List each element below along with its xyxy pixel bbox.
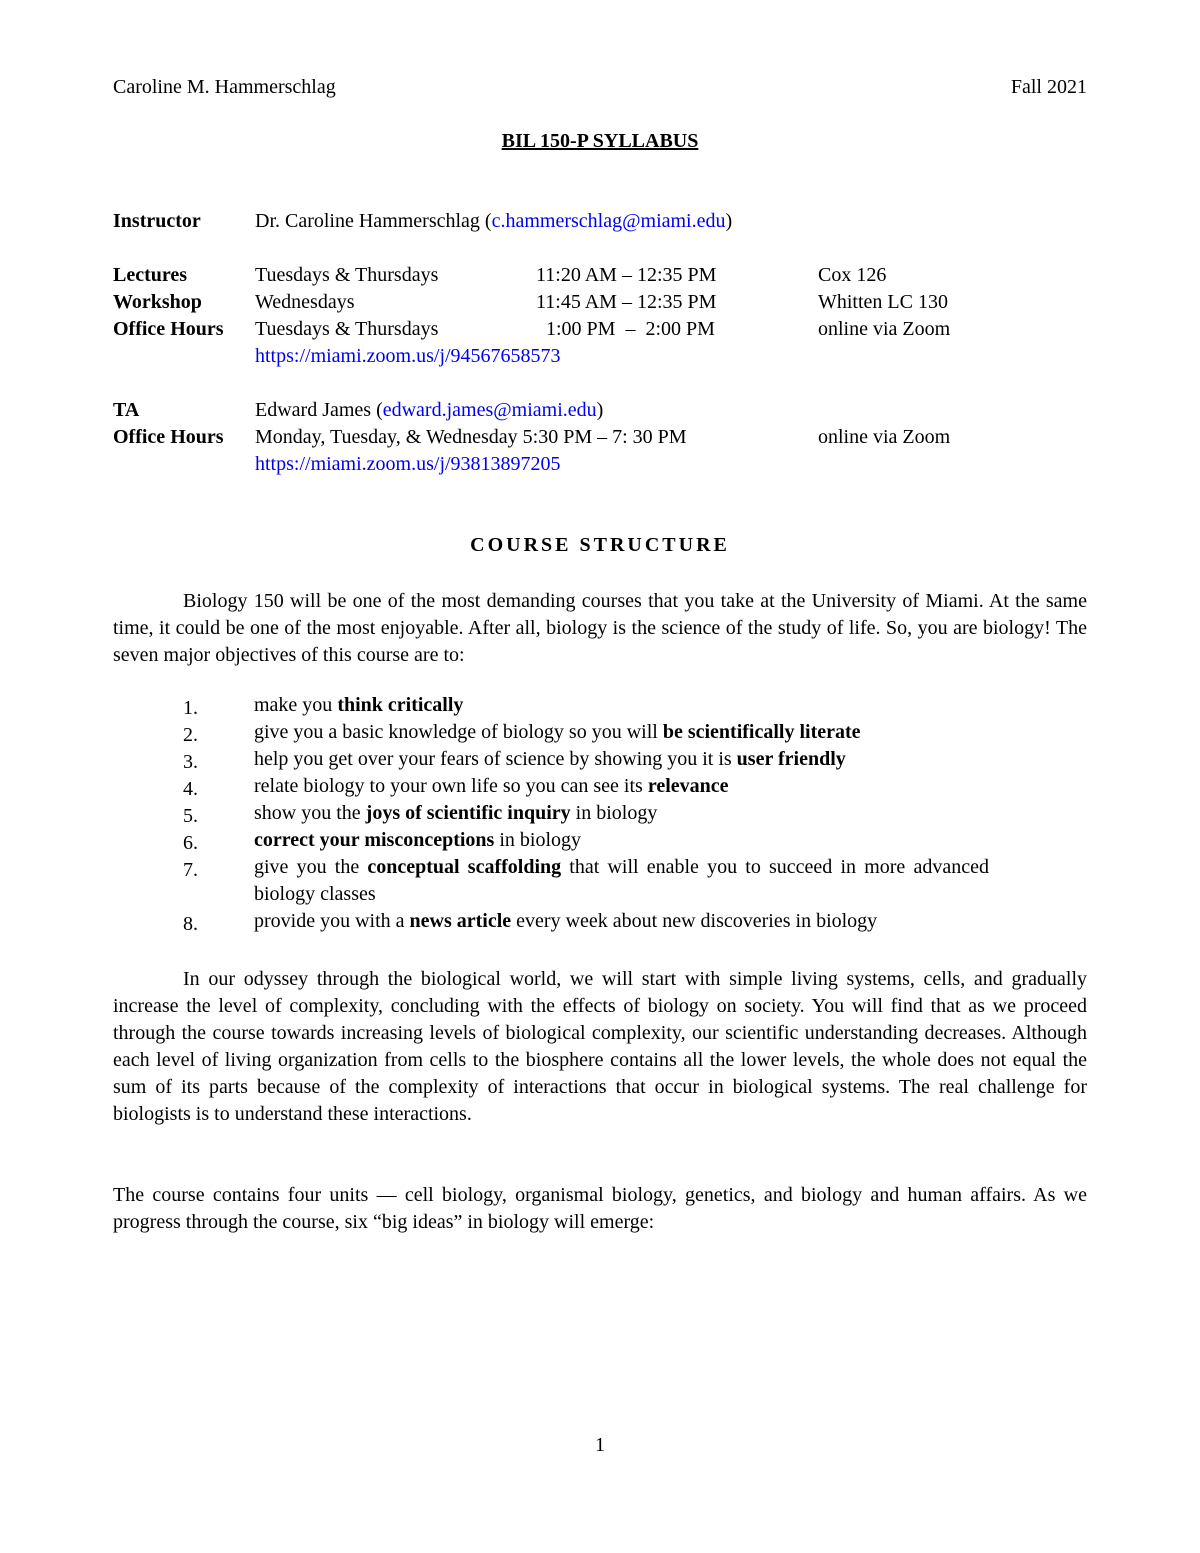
office-hours-label: Office Hours bbox=[113, 318, 224, 340]
objective-pre: make you bbox=[254, 694, 338, 716]
objective-number: 3. bbox=[183, 751, 198, 773]
course-intro-paragraph: Biology 150 will be one of the most demanding courses that you take at the University of Miami. At the same time, it could be one of the most enjoyable. After all, biology is the science of the study of life. So, you are biology! The seven major objectives of this course are to: bbox=[113, 590, 1087, 666]
workshop-days: Wednesdays bbox=[255, 291, 355, 313]
ta-label: TA bbox=[113, 399, 140, 421]
lectures-label: Lectures bbox=[113, 264, 188, 286]
ta-name: Edward James ( bbox=[255, 399, 383, 421]
instructor-close-paren: ) bbox=[725, 210, 733, 232]
objective-bold: conceptual scaffolding bbox=[367, 856, 562, 878]
objective-bold: user friendly bbox=[736, 748, 846, 770]
objective-text bbox=[254, 719, 989, 746]
objective-bold: be scientifically literate bbox=[662, 721, 861, 743]
objective-pre: give you the bbox=[254, 856, 368, 878]
ta-line bbox=[255, 400, 603, 420]
objective-number: 4. bbox=[183, 778, 198, 800]
lectures-time: 11:20 AM – 12:35 PM bbox=[536, 264, 717, 286]
objective-number: 5. bbox=[183, 805, 198, 827]
objective-bold: correct your misconceptions bbox=[254, 829, 495, 851]
objective-pre: provide you with a bbox=[254, 910, 410, 932]
ta-office-hours-label: Office Hours bbox=[113, 426, 224, 448]
instructor-email-link[interactable]: c.hammerschlag@miami.edu bbox=[491, 210, 726, 232]
ta-zoom-link[interactable]: https://miami.zoom.us/j/93813897205 bbox=[255, 453, 561, 475]
units-paragraph: The course contains four units — cell biology, organismal biology, genetics, and biology and human affairs. As we progress through the course, six “big ideas” in biology will emerge: bbox=[113, 1184, 1087, 1233]
office-hours-place: online via Zoom bbox=[818, 318, 951, 340]
objective-post: every week about new discoveries in biology bbox=[511, 910, 878, 932]
header-author: Caroline M. Hammerschlag bbox=[113, 76, 336, 98]
office-hours-time: 1:00 PM – 2:00 PM bbox=[546, 318, 715, 340]
page-number: 1 bbox=[595, 1434, 605, 1456]
objective-pre: relate biology to your own life so you can see its bbox=[254, 775, 648, 797]
workshop-time: 11:45 AM – 12:35 PM bbox=[536, 291, 717, 313]
instructor-line bbox=[255, 211, 732, 231]
objective-text bbox=[254, 800, 989, 827]
objective-text bbox=[254, 827, 989, 854]
ta-office-hours-time: Monday, Tuesday, & Wednesday 5:30 PM – 7: 30 PM bbox=[255, 426, 687, 448]
workshop-place: Whitten LC 130 bbox=[818, 291, 948, 313]
objective-post: in biology bbox=[494, 829, 581, 851]
lectures-days: Tuesdays & Thursdays bbox=[255, 264, 439, 286]
lectures-place: Cox 126 bbox=[818, 264, 887, 286]
ta-office-hours-place: online via Zoom bbox=[818, 426, 951, 448]
objective-number: 8. bbox=[183, 913, 198, 935]
objective-text bbox=[254, 854, 989, 908]
objective-text bbox=[254, 773, 989, 800]
objective-number: 2. bbox=[183, 724, 198, 746]
ta-email-link[interactable]: edward.james@miami.edu bbox=[382, 399, 597, 421]
objective-text bbox=[254, 746, 989, 773]
objective-pre: help you get over your fears of science by showing you it is bbox=[254, 748, 737, 770]
course-structure-heading: COURSE STRUCTURE bbox=[470, 534, 730, 556]
objective-bold: relevance bbox=[647, 775, 729, 797]
instructor-label: Instructor bbox=[113, 210, 201, 232]
office-hours-days: Tuesdays & Thursdays bbox=[255, 318, 439, 340]
objective-pre: give you a basic knowledge of biology so you will bbox=[254, 721, 663, 743]
objective-number: 7. bbox=[183, 859, 198, 881]
objective-number: 6. bbox=[183, 832, 198, 854]
objective-text bbox=[254, 908, 989, 935]
objective-text bbox=[254, 692, 989, 719]
objective-post: in biology bbox=[570, 802, 658, 824]
instructor-name: Dr. Caroline Hammerschlag ( bbox=[255, 210, 492, 232]
objective-bold: think critically bbox=[337, 694, 464, 716]
objective-bold: joys of scientific inquiry bbox=[365, 802, 571, 824]
objective-pre: show you the bbox=[254, 802, 366, 824]
ta-close-paren: ) bbox=[596, 399, 604, 421]
objective-bold: news article bbox=[409, 910, 512, 932]
objective-post: that will enable you to succeed in more advanced biology classes bbox=[254, 856, 989, 905]
instructor-zoom-link[interactable]: https://miami.zoom.us/j/94567658573 bbox=[255, 345, 561, 367]
header-term: Fall 2021 bbox=[1010, 76, 1087, 98]
workshop-label: Workshop bbox=[113, 291, 202, 313]
syllabus-title: BIL 150-P SYLLABUS bbox=[501, 130, 699, 152]
objective-number: 1. bbox=[183, 697, 198, 719]
odyssey-paragraph: In our odyssey through the biological world, we will start with simple living systems, cells, and gradually increase the level of complexity, concluding with the effects of biology on society. You will find that as we proceed through the course towards increasing levels of biological complexity, our scientific understanding decreases. Although each level of living organization from cells to the biosphere contains all the lower levels, the whole does not equal the sum of its parts because of the complexity of interactions that occur in biological systems. The real challenge for biologists is to understand these interactions. bbox=[113, 968, 1087, 1125]
